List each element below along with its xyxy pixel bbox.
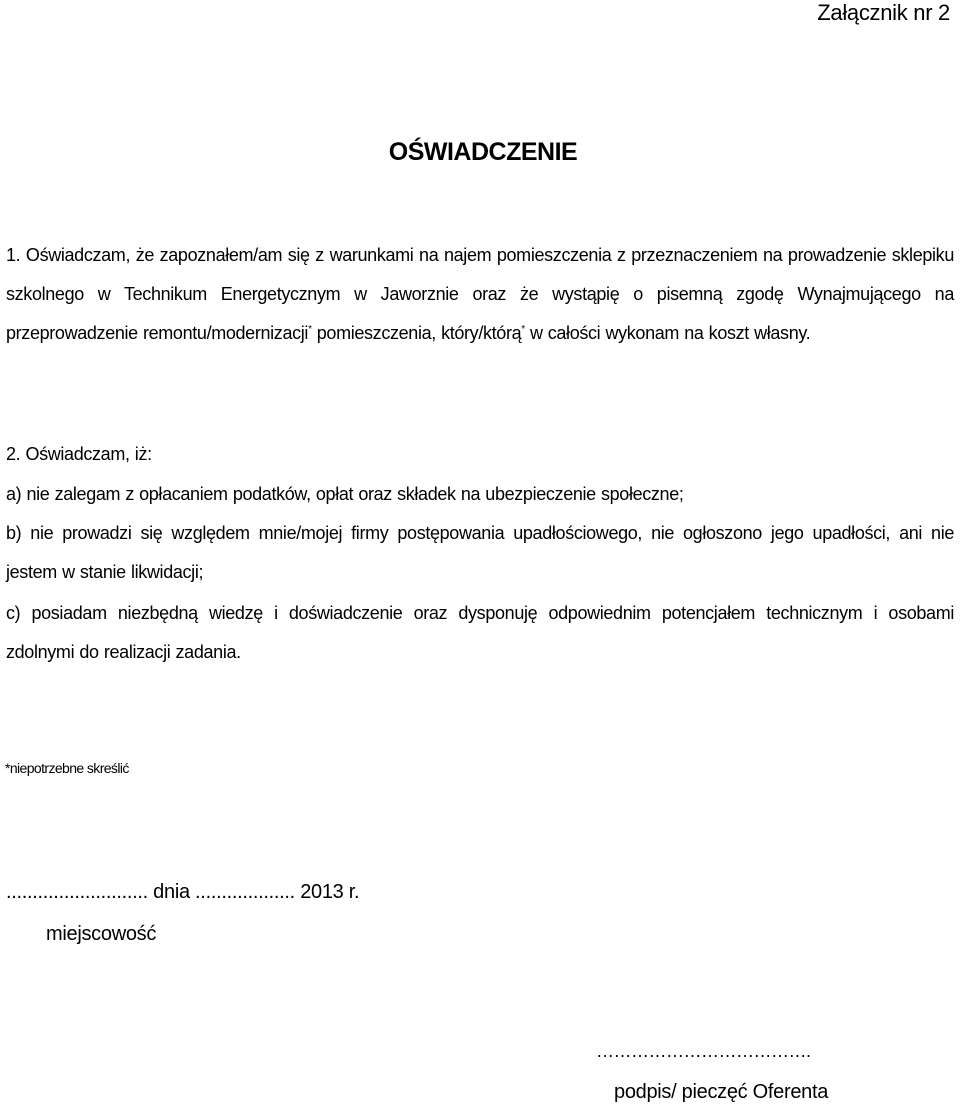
statement-item-c: c) posiadam niezbędną wiedzę i doświadczenie oraz dysponuję odpowiednim potencjałem technicznym i osobami zdolnymi do realizacji zadania. xyxy=(6,603,954,662)
place-label: miejscowość xyxy=(46,923,157,945)
footnote-text: *niepotrzebne skreślić xyxy=(5,760,129,776)
statement-item-a: a) nie zalegam z opłacaniem podatków, opłat oraz składek na ubezpieczenie społeczne; xyxy=(6,484,684,504)
document-title: OŚWIADCZENIE xyxy=(388,138,578,166)
footnote-mark: * xyxy=(308,324,312,335)
point-1-text-part-3: w całości wykonam na koszt własny. xyxy=(524,323,811,343)
point-1-text-part-1: 1. Oświadczam, że zapoznałem/am się z warunkami na najem pomieszczenia z przeznaczeniem na prowadzenie sklepiku szkolnego w Technikum Energetycznym w Jaworznie oraz że wystąpię o pisemną zgodę Wynajmującego na przeprowadzenie remontu/modernizacji xyxy=(6,245,954,343)
place-date-line: ........................... dnia ................... 2013 r. xyxy=(6,881,360,903)
signature-line: ………………………………. xyxy=(596,1041,811,1061)
footnote-mark: * xyxy=(521,324,525,335)
statement-point-1 xyxy=(6,236,954,353)
point-1-text-part-2: pomieszczenia, który/którą xyxy=(311,323,522,343)
signature-label: podpis/ pieczęć Oferenta xyxy=(614,1081,829,1103)
statement-item-b: b) nie prowadzi się względem mnie/mojej firmy postępowania upadłościowego, nie ogłoszono jego upadłości, ani nie jestem w stanie likwidacji; xyxy=(6,523,954,582)
annex-label: Załącznik nr 2 xyxy=(817,0,950,25)
statement-point-2-heading: 2. Oświadczam, iż: xyxy=(6,444,152,464)
